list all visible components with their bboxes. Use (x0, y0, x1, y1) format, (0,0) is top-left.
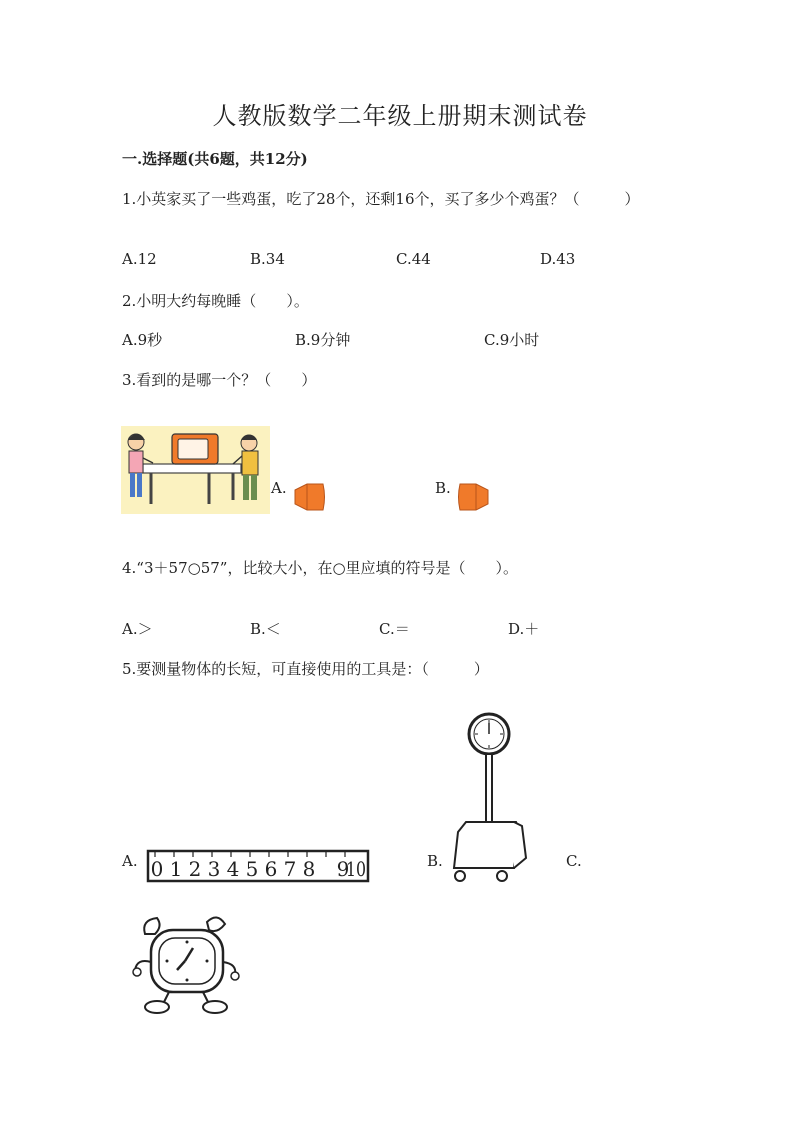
ruler-digit: 1 (169, 857, 183, 881)
q3-option-a: A. (271, 479, 287, 497)
ruler-digit: 10 (346, 857, 366, 881)
q5-option-a: A. (122, 852, 138, 870)
page-title: 人教版数学二年级上册期末测试卷 (212, 102, 588, 130)
q1-option-a: A.12 (122, 250, 157, 268)
q5-option-b: B. (427, 852, 443, 870)
question-2-text: 2.小明大约每晚睡（ ）。 (122, 292, 309, 310)
q4-option-b: B.＜ (250, 620, 281, 638)
q4-option-a: A.＞ (122, 620, 153, 638)
q1-option-d: D.43 (540, 250, 576, 268)
ruler-digit: 3 (207, 857, 221, 881)
ruler-illustration (147, 850, 369, 882)
children-tv-table-illustration (121, 426, 270, 514)
section-heading: 一.选择题(共6题，共12分) (122, 150, 308, 168)
q2-option-b: B.9分钟 (295, 331, 351, 349)
q1-option-b: B.34 (250, 250, 285, 268)
alarm-clock-illustration (131, 912, 243, 1016)
q1-option-c: C.44 (396, 250, 431, 268)
ruler-digit: 9 (336, 857, 350, 881)
q5-option-c: C. (566, 852, 582, 870)
ruler-digit: 7 (283, 857, 297, 881)
ruler-digit: 0 (150, 857, 164, 881)
platform-scale-illustration (448, 708, 528, 888)
question-5-text: 5.要测量物体的长短，可直接使用的工具是：（ ） (122, 660, 489, 678)
ruler-digit: 6 (264, 857, 278, 881)
question-4-text: 4.“3＋57○57”，比较大小，在○里应填的符号是（ ）。 (122, 559, 519, 577)
ruler-digit: 4 (226, 857, 240, 881)
ruler-digit: 8 (302, 857, 316, 881)
q4-option-c: C.＝ (379, 620, 410, 638)
q4-option-d: D.＋ (508, 620, 540, 638)
ruler-digit: 2 (188, 857, 202, 881)
q3-option-b: B. (435, 479, 451, 497)
tv-side-view-left-icon (293, 482, 327, 512)
q2-option-a: A.9秒 (122, 331, 163, 349)
ruler-digit: 5 (245, 857, 259, 881)
tv-side-view-right-icon (456, 482, 490, 512)
question-3-text: 3.看到的是哪一个？（ ） (122, 371, 317, 389)
q2-option-c: C.9小时 (484, 331, 540, 349)
question-1-text: 1.小英家买了一些鸡蛋，吃了28个，还剩16个，买了多少个鸡蛋？（ ） (122, 190, 640, 208)
